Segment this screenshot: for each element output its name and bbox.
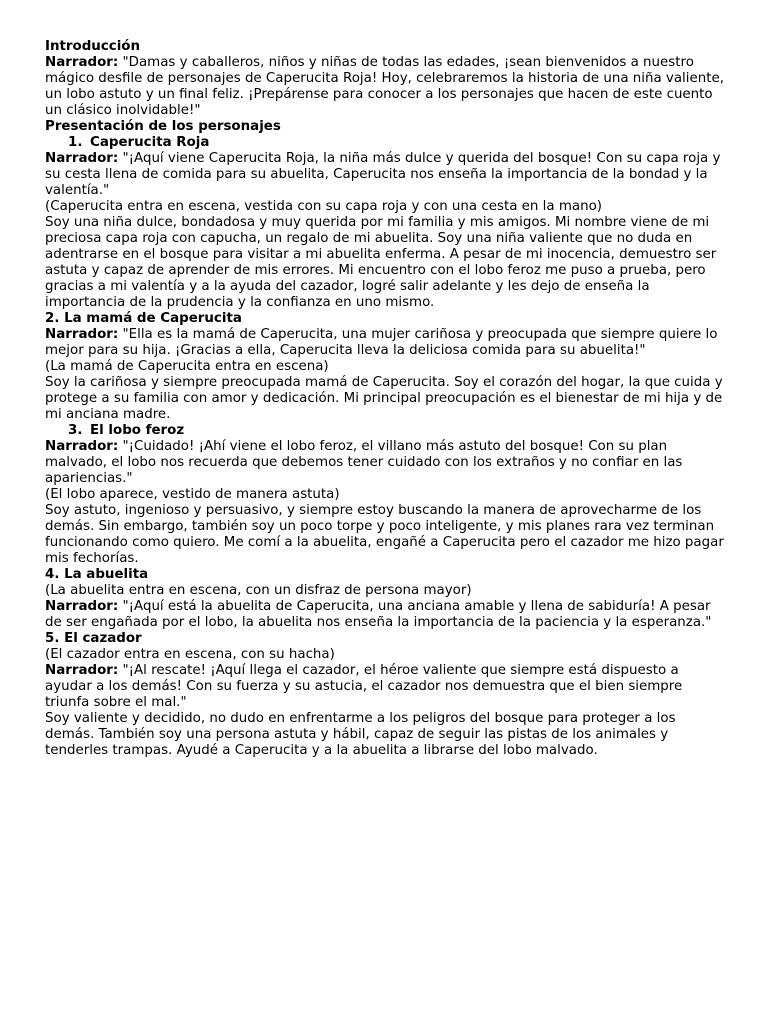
lobo-stage-direction: (El lobo aparece, vestido de manera astuta)	[45, 487, 340, 502]
caperucita-number: 1.	[68, 135, 83, 150]
presentacion-heading: Presentación de los personajes	[45, 119, 281, 134]
caperucita-title: Caperucita Roja	[90, 135, 210, 150]
cazador-stage-direction: (El cazador entra en escena, con su hacha)	[45, 647, 335, 662]
caperucita-narration-text: "¡Aquí viene Caperucita Roja, la niña más dulce y querida del bosque! Con su capa roja y su cesta llena de comida para su abuelita, Caperucita nos enseña la importancia de la bondad y la valentía."	[45, 151, 721, 198]
intro-narration-text: "Damas y caballeros, niños y niñas de todas las edades, ¡sean bienvenidos a nuestro mágico desfile de personajes de Caperucita Roja! Hoy, celebraremos la historia de una niña valiente, un lobo astuto y un final feliz. ¡Prepárense para conocer a los personajes que hacen de este cuento un clásico inolvidable!"	[45, 55, 724, 118]
caperucita-stage-direction: (Caperucita entra en escena, vestida con su capa roja y con una cesta en la mano)	[45, 199, 602, 214]
abuelita-stage-direction: (La abuelita entra en escena, con un disfraz de persona mayor)	[45, 583, 472, 598]
narrator-label: Narrador:	[45, 599, 119, 614]
abuelita-heading: 4. La abuelita	[45, 567, 149, 582]
narrator-label: Narrador:	[45, 663, 119, 678]
lobo-monologue: Soy astuto, ingenioso y persuasivo, y siempre estoy buscando la manera de aprovecharme de los demás. Sin embargo, también soy un poco torpe y poco inteligente, y mis planes rara vez terminan funcionando como quiero. Me comí a la abuelita, engañé a Caperucita pero el cazador me hizo pagar mis fechorías.	[45, 503, 724, 566]
narrator-label: Narrador:	[45, 439, 119, 454]
lobo-title: El lobo feroz	[90, 423, 185, 438]
caperucita-heading	[45, 135, 728, 151]
lobo-number: 3.	[68, 423, 83, 438]
intro-heading: Introducción	[45, 39, 141, 54]
narrator-label: Narrador:	[45, 55, 119, 70]
narrator-label: Narrador:	[45, 151, 119, 166]
cazador-narration-text: "¡Al rescate! ¡Aquí llega el cazador, el héroe valiente que siempre está dispuesto a ayudar a los demás! Con su fuerza y su astucia, el cazador nos demuestra que el bien siempre triunfa sobre el mal."	[45, 663, 683, 710]
lobo-heading	[45, 423, 728, 439]
abuelita-narration	[45, 599, 728, 631]
mama-stage-direction: (La mamá de Caperucita entra en escena)	[45, 359, 329, 374]
cazador-heading: 5. El cazador	[45, 631, 142, 646]
lobo-narration	[45, 439, 728, 487]
abuelita-narration-text: "¡Aquí está la abuelita de Caperucita, una anciana amable y llena de sabiduría! A pesar de ser engañada por el lobo, la abuelita nos enseña la importancia de la paciencia y la esperanza."	[45, 599, 712, 630]
caperucita-monologue: Soy una niña dulce, bondadosa y muy querida por mi familia y mis amigos. Mi nombre viene de mi preciosa capa roja con capucha, un regalo de mi abuelita. Soy una niña valiente que no duda en adentrarse en el bosque para visitar a mi abuelita enferma. A pesar de mi inocencia, demuestro ser astuta y capaz de aprender de mis errores. Mi encuentro con el lobo feroz me puso a prueba, pero gracias a mi valentía y a la ayuda del cazador, logré salir adelante y les dejo de enseña la importancia de la prudencia y la confianza en uno mismo.	[45, 215, 717, 310]
mama-heading: 2. La mamá de Caperucita	[45, 311, 242, 326]
cazador-monologue: Soy valiente y decidido, no dudo en enfrentarme a los peligros del bosque para proteger a los demás. También soy una persona astuta y hábil, capaz de seguir las pistas de los animales y tenderles trampas. Ayudé a Caperucita y a la abuelita a librarse del lobo malvado.	[45, 711, 676, 758]
mama-narration	[45, 327, 728, 359]
mama-narration-text: "Ella es la mamá de Caperucita, una mujer cariñosa y preocupada que siempre quiere lo mejor para su hija. ¡Gracias a ella, Caperucita lleva la deliciosa comida para su abuelita!"	[45, 327, 718, 358]
intro-narration	[45, 55, 728, 119]
narrator-label: Narrador:	[45, 327, 119, 342]
caperucita-narration	[45, 151, 728, 199]
mama-monologue: Soy la cariñosa y siempre preocupada mamá de Caperucita. Soy el corazón del hogar, la que cuida y protege a su familia con amor y dedicación. Mi principal preocupación es el bienestar de mi hija y de mi anciana madre.	[45, 375, 723, 422]
lobo-narration-text: "¡Cuidado! ¡Ahí viene el lobo feroz, el villano más astuto del bosque! Con su plan malvado, el lobo nos recuerda que debemos tener cuidado con los extraños y no confiar en las apariencias."	[45, 439, 683, 486]
cazador-narration	[45, 663, 728, 711]
